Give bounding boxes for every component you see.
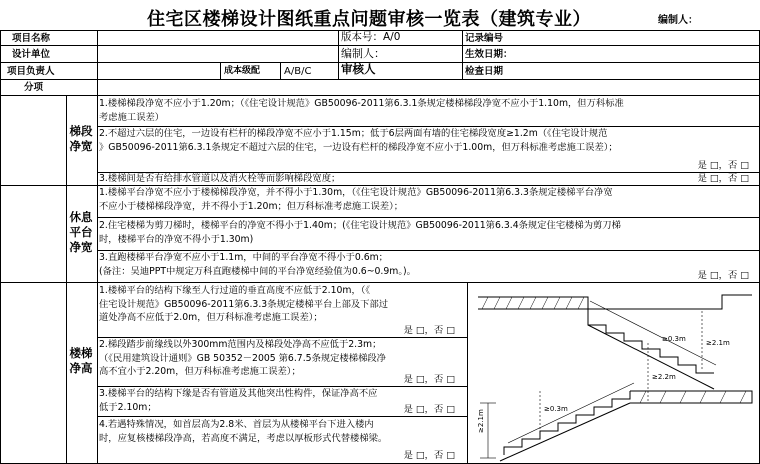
offset-label: ≥0.3m	[662, 335, 686, 343]
check-item: 2.不超过六层的住宅，一边设有栏杆的梯段净宽不应小于1.15m；低于6层两面有墙的住宅梯段宽度≥1.2m（《住宅设计规范 》GB50096-2011第6.3.1条规定不超过六层的住宅，一边设有栏杆的梯段净宽不应小于1.00m，但万科标准考虑施工误差）； 是 □，否 □	[99, 128, 749, 171]
project-lead-label: 项目负责人	[7, 66, 55, 77]
grid-line	[66, 95, 67, 464]
category-label: 分项	[24, 82, 44, 93]
grid-line	[0, 95, 760, 96]
design-unit-label: 设计单位	[12, 49, 51, 60]
editor2-label: 编制人：	[341, 47, 385, 60]
document-title: 住宅区楼梯设计图纸重点问题审核一览表（建筑专业）	[147, 9, 591, 30]
grid-line	[0, 30, 1, 464]
grid-line	[0, 79, 760, 80]
check-item: 3.直跑楼梯平台净宽不应小于1.1m，中间的平台净宽不得小于0.6m； (备注：吴迪PPT中规定万科直跑楼梯中间的平台净宽经验值为0.6~0.9m。)。 是 □，否 □	[99, 252, 749, 281]
yes-no-checkbox[interactable]: 是 □，否 □	[403, 373, 455, 385]
grid-line	[97, 30, 98, 464]
grid-line	[0, 62, 760, 63]
editor-label: 编制人：	[658, 15, 698, 26]
grid-line	[97, 217, 760, 218]
grid-line	[97, 416, 467, 417]
check-item: 4.若遇特殊情况，如首层高为2.8米、首层为从楼梯平台下进入楼内 时，应复核楼梯段净高，若高度不满足，考虑以厚板形式代替楼梯梁。 是 □，否 □	[99, 419, 455, 461]
reviewer-label: 审核人	[341, 62, 376, 76]
document-title-bar	[0, 0, 760, 30]
offset-label: ≥0.3m	[544, 405, 568, 413]
check-item: 1.楼梯平台的结构下缘至人行过道的垂直高度不应低于2.10m，（《 住宅设计规范》GB50096-2011第6.3.3条规定楼梯平台上部及下部过 道处净高不应低于2.0m，但万科标准考虑施工误差）； 是 □，否 □	[99, 285, 455, 336]
yes-no-checkbox[interactable]: 是 □，否 □	[697, 159, 749, 171]
project-name-label: 项目名称	[12, 33, 51, 44]
grid-line	[280, 62, 281, 79]
effective-date-label: 生效日期：	[465, 49, 513, 60]
grid-line	[467, 283, 468, 464]
check-item: 1.楼梯梯段净宽不应小于1.20m；（《住宅设计规范》GB50096-2011第6.3.1条规定楼梯梯段净宽不应小于1.10m，但万科标准 考虑施工误差）	[99, 98, 624, 123]
check-date-label: 检查日期	[465, 66, 504, 77]
yes-no-checkbox[interactable]: 是 □，否 □	[403, 403, 455, 415]
yes-no-checkbox[interactable]: 是 □，否 □	[403, 449, 455, 461]
clear-height-label: ≥2.1m	[706, 339, 730, 347]
clear-height-label: ≥2.1m	[477, 409, 485, 433]
yes-no-checkbox[interactable]: 是 □，否 □	[697, 173, 749, 184]
check-item: 3.楼梯平台的结构下缘是否有管道及其他突出性构件，保证净高不应 低于2.10m； 是 □，否 □	[99, 388, 455, 415]
grid-line	[0, 45, 760, 46]
grid-line	[338, 30, 339, 79]
cost-level-label: 成本级配	[224, 66, 261, 76]
check-item: 2.梯段踏步前缘线以外300mm范围内及梯段处净高不应低于2.3m； （《民用建筑设计通则》GB 50352－2005 第6.7.5条规定楼梯梯段净 高不宜小于2.20m，但万科标准考虑施工误差）； 是 □，否 □	[99, 339, 455, 385]
yes-no-checkbox[interactable]: 是 □，否 □	[403, 324, 455, 336]
section-landing-width: 休息平台净宽	[69, 210, 93, 254]
check-item: 3.楼梯间是否有给排水管道以及消火栓等而影响梯段宽度； 是 □，否 □	[99, 173, 749, 184]
check-item: 2.住宅楼梯为剪刀梯时，楼梯平台的净宽不得小于1.40m；(《住宅设计规范》GB50096-2011第6.3.4条规定住宅楼梯为剪刀梯 时，楼梯平台的净宽不得小于1.30m)	[99, 220, 621, 245]
grid-line	[220, 62, 221, 79]
check-item: 1.楼梯平台净宽不应小于楼梯梯段净宽，并不得小于1.30m，（《住宅设计规范》GB50096-2011第6.3.3条规定楼梯平台净宽 不应小于楼梯梯段净宽，并不得小于1.20m；但万科标准考虑施工误差）；	[99, 187, 613, 212]
grid-line	[462, 30, 463, 79]
clear-height-label: ≥2.2m	[652, 373, 676, 381]
version-label: 版本号：A/0	[341, 31, 401, 43]
record-no-label: 记录编号	[465, 33, 504, 44]
section-stair-width: 梯段净宽	[69, 124, 93, 153]
stair-section-diagram	[470, 283, 760, 464]
cost-level-value: A/B/C	[284, 66, 312, 77]
section-clear-height: 楼梯净高	[69, 346, 93, 375]
yes-no-checkbox[interactable]: 是 □，否 □	[697, 269, 749, 281]
